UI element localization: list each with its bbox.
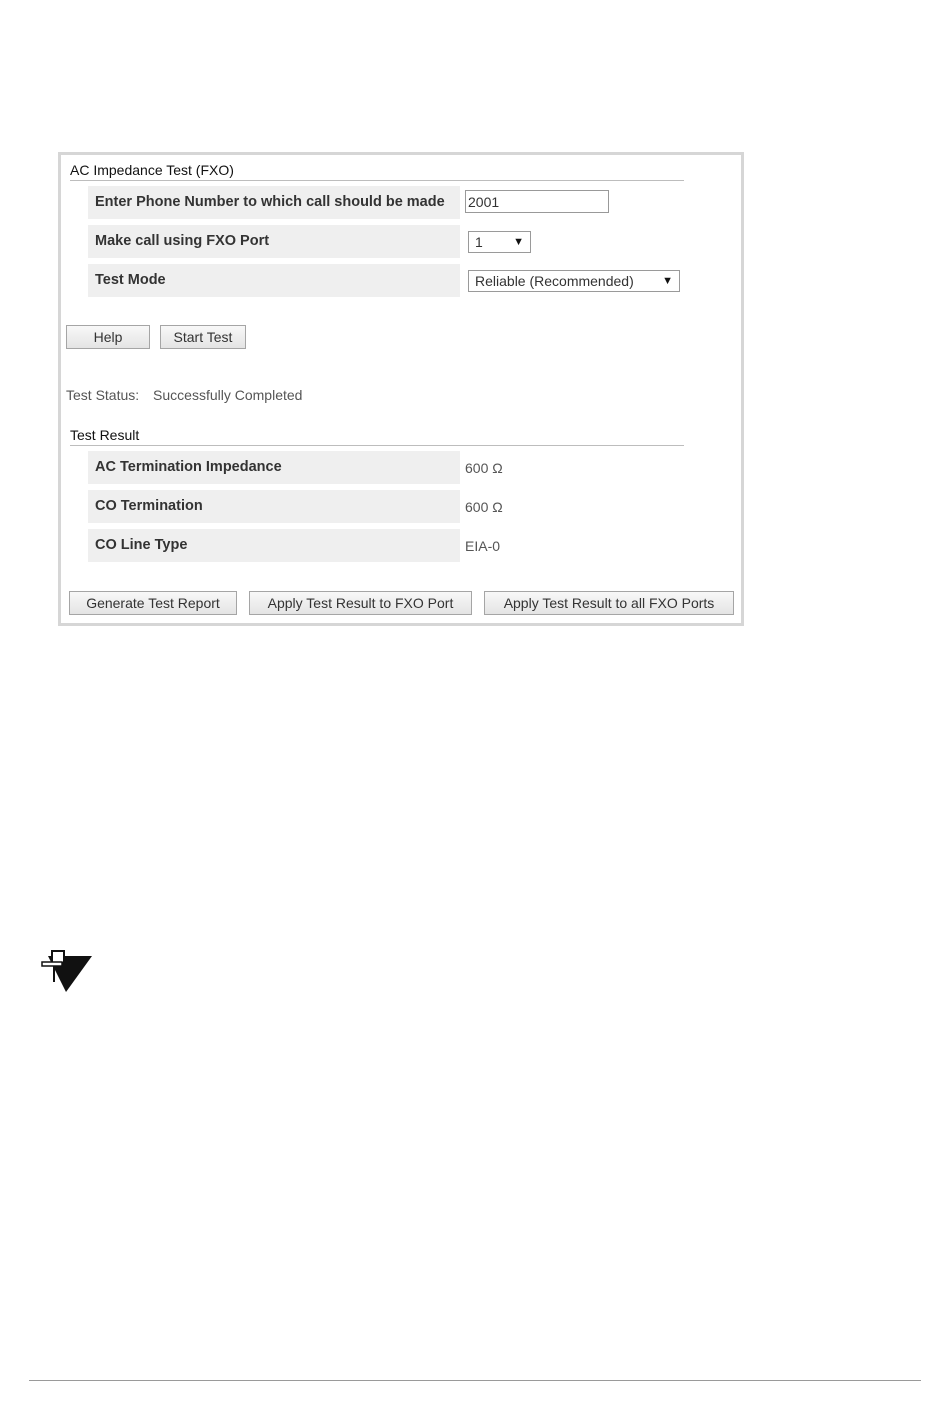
phone-number-label: Enter Phone Number to which call should be made: [88, 186, 460, 219]
result-row-value: EIA-0: [465, 538, 501, 554]
panel-title: AC Impedance Test (FXO): [70, 162, 684, 181]
caret-down-icon: ▼: [662, 275, 673, 287]
generate-test-report-button[interactable]: Generate Test Report: [69, 591, 237, 615]
ac-impedance-test-panel: [58, 152, 744, 626]
caret-down-icon: ▼: [513, 236, 524, 248]
apply-result-to-all-ports-button[interactable]: Apply Test Result to all FXO Ports: [484, 591, 734, 615]
fxo-port-selected-value: 1: [475, 234, 483, 250]
apply-result-to-port-button[interactable]: Apply Test Result to FXO Port: [249, 591, 472, 615]
test-status-label: Test Status:: [66, 387, 140, 403]
test-mode-selected-value: Reliable (Recommended): [475, 273, 634, 289]
result-row-label: CO Termination: [88, 490, 460, 523]
test-mode-label: Test Mode: [88, 264, 460, 297]
result-row-label: CO Line Type: [88, 529, 460, 562]
test-result-title: Test Result: [70, 427, 684, 446]
test-mode-select[interactable]: [468, 270, 680, 292]
start-test-button[interactable]: Start Test: [160, 325, 246, 349]
phone-number-input[interactable]: [465, 190, 609, 213]
result-row-label: AC Termination Impedance: [88, 451, 460, 484]
fxo-port-label: Make call using FXO Port: [88, 225, 460, 258]
note-pushpin-icon: [38, 948, 94, 999]
footer-rule: [29, 1380, 921, 1381]
test-status-value: Successfully Completed: [153, 387, 303, 403]
result-row-value: 600 Ω: [465, 499, 503, 515]
fxo-port-select[interactable]: [468, 231, 531, 253]
help-button[interactable]: Help: [66, 325, 150, 349]
result-row-value: 600 Ω: [465, 460, 503, 476]
test-status: [66, 387, 302, 403]
